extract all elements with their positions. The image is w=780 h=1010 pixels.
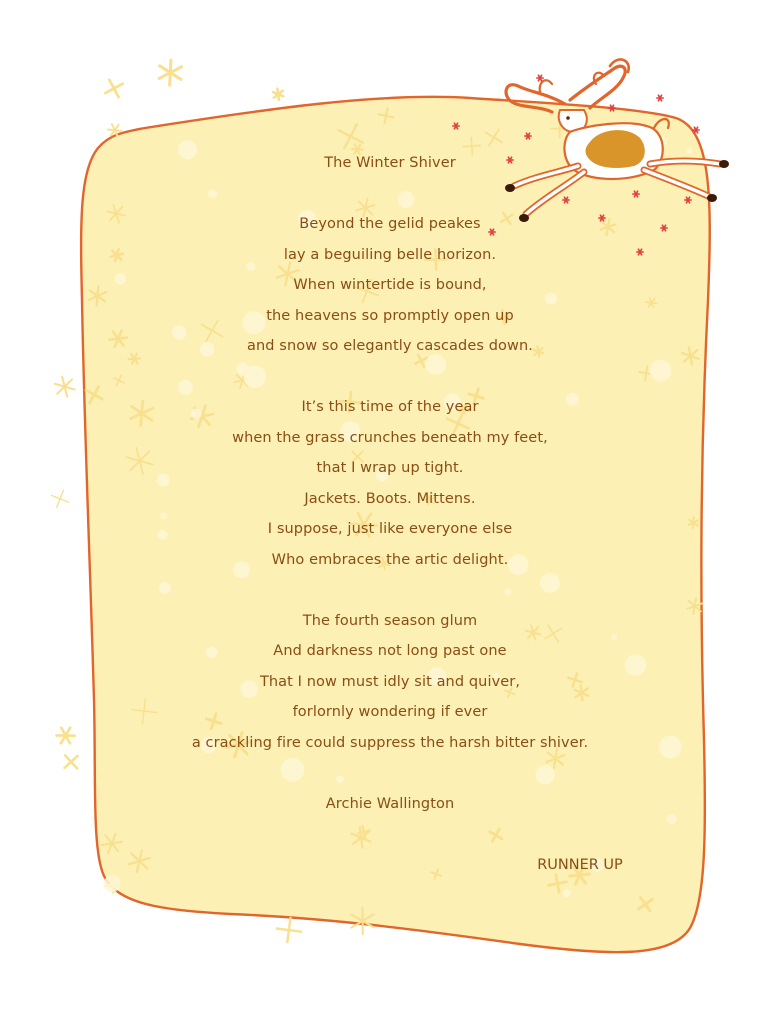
poem-line: and snow so elegantly cascades down. (247, 338, 533, 354)
poem-line: lay a beguiling belle horizon. (283, 247, 497, 263)
poem-line: That I now must idly sit and quiver, (259, 674, 521, 690)
poem-author: Archie Wallington (325, 796, 455, 812)
poem-line: the heavens so promptly open up (266, 308, 514, 324)
poem-line: I suppose, just like everyone else (267, 521, 513, 537)
poem-title: The Winter Shiver (324, 155, 456, 171)
poem-line: When wintertide is bound, (293, 277, 487, 293)
poem-line: a crackling fire could suppress the harsh bitter shiver. (191, 735, 589, 751)
poem-line: Jackets. Boots. Mittens. (304, 491, 476, 507)
poem-line: when the grass crunches beneath my feet, (232, 430, 548, 446)
poem-line: The fourth season glum (302, 613, 478, 629)
poem-line: Beyond the gelid peakes (299, 216, 481, 232)
poem-line: forlornly wondering if ever (292, 704, 488, 720)
poem-line: And darkness not long past one (273, 643, 507, 659)
poem-line: that I wrap up tight. (316, 460, 464, 476)
poem-line: Who embraces the artic delight. (271, 552, 509, 568)
award-label: RUNNER UP (537, 857, 623, 873)
poem-line: It’s this time of the year (301, 399, 479, 415)
